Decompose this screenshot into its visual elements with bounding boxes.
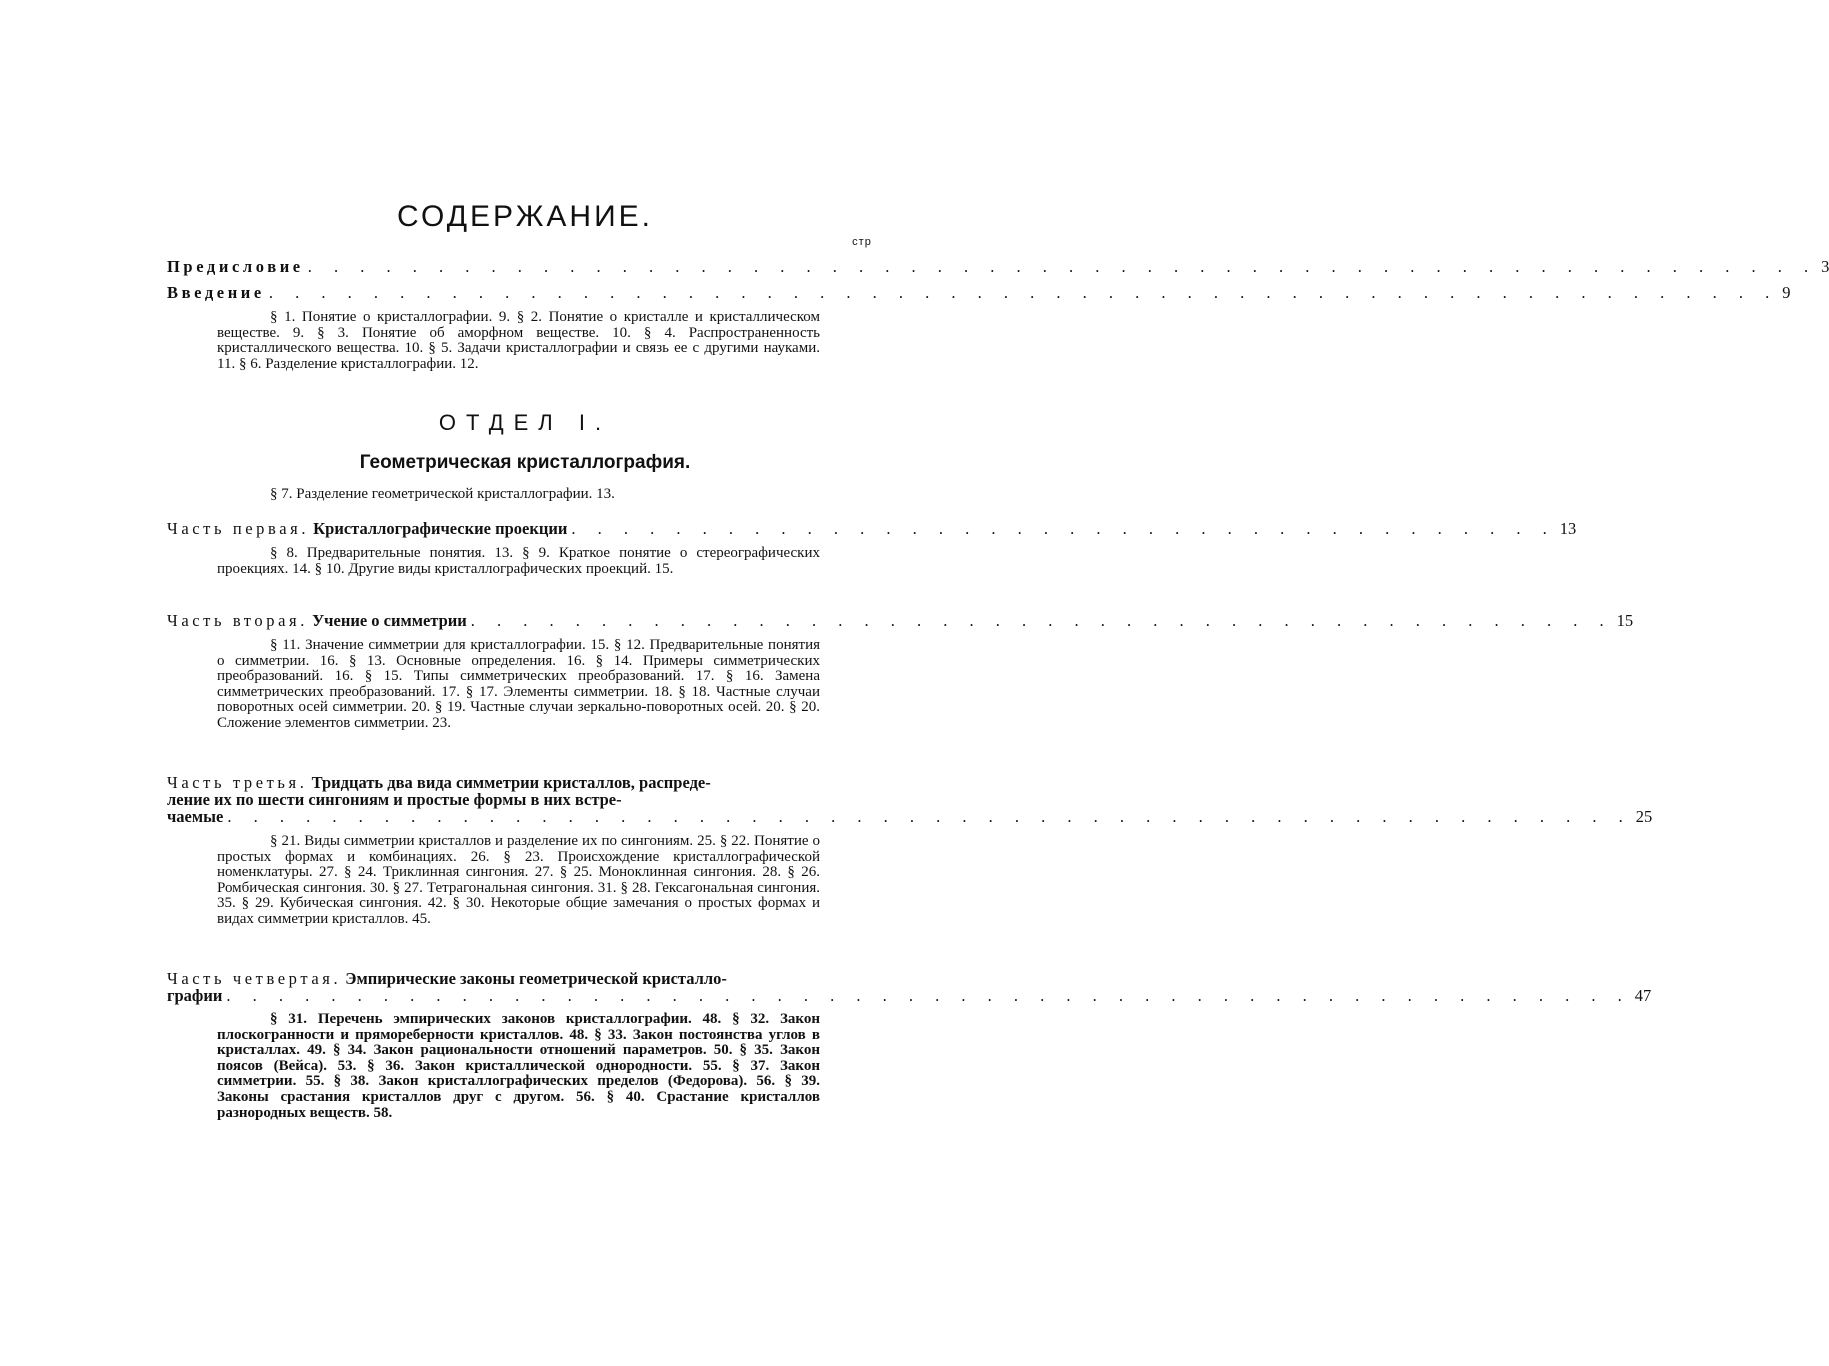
section-title: ОТДЕЛ I. — [438, 410, 612, 435]
part-title-line-3: чаемые — [167, 807, 224, 826]
part-title: Кристаллографические проекции — [313, 519, 568, 538]
leader-dots: . . . . . . . . . . . . . . . . . . . . . . . . . . . . . . . . . . . . . . . . . . . . . . . . . . . . . . . . . . — [268, 283, 1779, 302]
introduction-contents: § 1. Понятие о кристаллографии. 9. § 2. Понятие о кристалле и кристаллическом веществе. 9. § 3. Понятие об аморфном веществе. 10. § 4. Распространенность кристаллического вещества. 10. § 5. Задачи кристаллографии и связь ее с другими науками. 11. § 6. Разделение кристаллографии. 12. — [217, 309, 820, 372]
section-intro: § 7. Разделение геометрической кристаллографии. 13. — [270, 486, 615, 502]
part-title-line-2: графии — [167, 986, 223, 1005]
toc-entry-part-1 — [167, 519, 1577, 538]
toc-entry-page: 47 — [1634, 986, 1652, 1005]
leader-dots: . . . . . . . . . . . . . . . . . . . . . . . . . . . . . . . . . . . . . . . . . . . . — [470, 611, 1613, 630]
part-title-line-1: Тридцать два вида симметрии кристаллов, распреде- — [311, 773, 711, 792]
part-1-contents: § 8. Предварительные понятия. 13. § 9. Краткое понятие о стереографических проекциях. 14. § 10. Другие виды кристаллографических проекций. 15. — [217, 545, 820, 577]
section-subtitle: Геометрическая кристаллография. — [359, 452, 691, 473]
part-prefix: Часть первая. — [167, 519, 310, 538]
part-title: Учение о симметрии — [312, 611, 467, 630]
leader-dots: . . . . . . . . . . . . . . . . . . . . . . . . . . . . . . . . . . . . . . . . . . . . . . . . . . . . . . — [226, 986, 1631, 1005]
toc-entry-part-2 — [167, 611, 1634, 630]
toc-entry-preface — [167, 257, 1829, 276]
toc-entry-label: Предисловие — [167, 257, 304, 276]
part-prefix: Часть четвертая. — [167, 969, 342, 988]
toc-entry-page: 25 — [1635, 807, 1653, 826]
part-title-line-2: ление их по шести сингониям и простые формы в них встре- — [167, 790, 622, 809]
part-prefix: Часть третья. — [167, 773, 308, 792]
toc-entry-page: 9 — [1782, 283, 1791, 302]
part-prefix: Часть вторая. — [167, 611, 308, 630]
toc-entry-page: 15 — [1616, 611, 1634, 630]
toc-entry-part-3 — [167, 773, 1653, 826]
page-title: СОДЕРЖАНИЕ. — [397, 200, 653, 233]
part-3-contents: § 21. Виды симметрии кристаллов и разделение их по сингониям. 25. § 22. Понятие о простых формах и комбинациях. 26. § 23. Происхождение кристаллографической номенклатуры. 27. § 24. Триклинная сингония. 27. § 25. Моноклинная сингония. 28. § 26. Ромбическая сингония. 30. § 27. Тетрагональная сингония. 31. § 28. Гексагональная сингония. 35. § 29. Кубическая сингония. 42. § 30. Некоторые общие замечания о простых формах и видах симметрии кристаллов. 45. — [217, 833, 820, 927]
page-column-header: стр — [852, 236, 872, 248]
toc-entry-introduction — [167, 283, 1791, 302]
part-4-contents: § 31. Перечень эмпирических законов кристаллографии. 48. § 32. Закон плоскогранности и прямореберности кристаллов. 48. § 33. Закон постоянства углов в кристаллах. 49. § 34. Закон рациональности отношений параметров. 50. § 35. Закон поясов (Вейса). 53. § 36. Закон кристаллической однородности. 55. § 37. Закон симметрии. 55. § 38. Закон кристаллографических пределов (Федорова). 56. § 39. Законы срастания кристаллов друг с другом. 56. § 40. Срастание кристаллов разнородных веществ. 58. — [217, 1011, 820, 1121]
part-title-line-1: Эмпирические законы геометрической кристалло- — [345, 969, 727, 988]
toc-entry-page: 13 — [1559, 519, 1577, 538]
leader-dots: . . . . . . . . . . . . . . . . . . . . . . . . . . . . . . . . . . . . . . — [571, 519, 1556, 538]
toc-entry-page: 3 — [1821, 257, 1829, 276]
leader-dots: . . . . . . . . . . . . . . . . . . . . . . . . . . . . . . . . . . . . . . . . . . . . . . . . . . . . . . . . . . — [307, 257, 1818, 276]
leader-dots: . . . . . . . . . . . . . . . . . . . . . . . . . . . . . . . . . . . . . . . . . . . . . . . . . . . . . . — [227, 807, 1632, 826]
toc-entry-part-4 — [167, 969, 1652, 1005]
toc-entry-label: Введение — [167, 283, 265, 302]
part-2-contents: § 11. Значение симметрии для кристаллографии. 15. § 12. Предварительные понятия о симметрии. 16. § 13. Основные определения. 16. § 14. Примеры симметрических преобразований. 16. § 15. Типы симметрических преобразований. 17. § 16. Замена симметрических преобразований. 17. § 17. Элементы симметрии. 18. § 18. Частные случаи поворотных осей симметрии. 20. § 19. Частные случаи зеркально-поворотных осей. 20. § 20. Сложение элементов симметрии. 23. — [217, 637, 820, 731]
